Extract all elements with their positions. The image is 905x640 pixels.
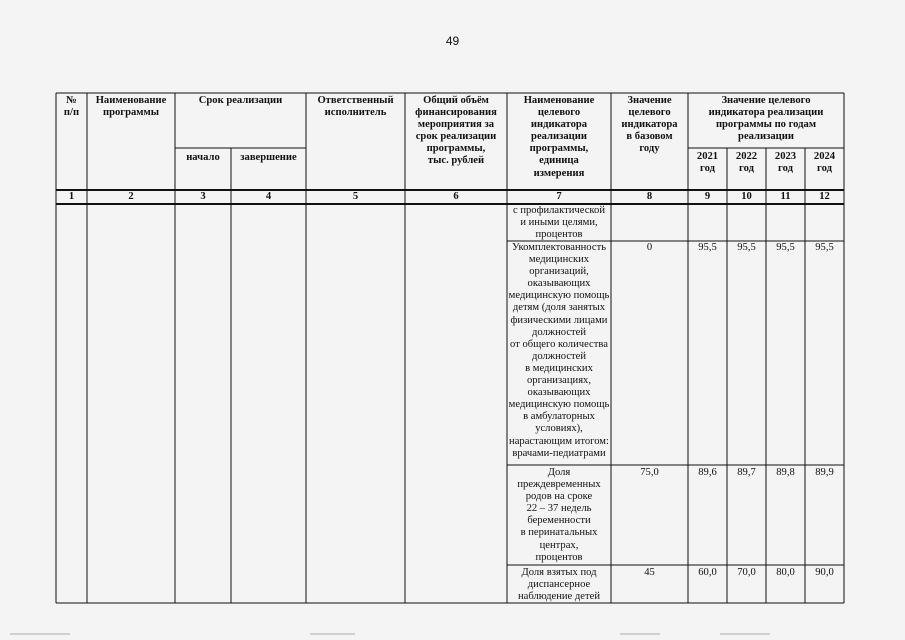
value-2024-cell: 89,9 (815, 467, 834, 478)
header-base-value: Значение целевого индикатора в базовом году (621, 95, 678, 155)
base-value-cell: 0 (646, 242, 653, 253)
column-number: 11 (780, 190, 791, 202)
scan-artifact-line (620, 633, 660, 635)
value-2022-cell: 95,5 (737, 242, 756, 253)
value-2022-cell: 89,7 (737, 467, 756, 478)
header-period-start: начало (186, 152, 220, 163)
value-2024-cell: 95,5 (815, 242, 834, 253)
indicator-cell: Доля взятых под диспансерное наблюдение детей (517, 567, 601, 603)
column-number: 7 (556, 190, 562, 202)
page-number: 49 (445, 34, 460, 48)
column-number: 2 (128, 190, 134, 202)
indicator-cell: Укомплектованность медицинских организаций, оказывающих медицинскую помощь детям (доля занятых физическими лицами должностей от общего количества должностей в медицинских организациях, оказывающих медицинскую помощь в амбулаторных условиях), нарастающим итогом: врачами-педиатрами (508, 242, 610, 459)
column-number: 6 (453, 190, 459, 202)
scan-artifact-line (10, 633, 70, 635)
column-number: 8 (646, 190, 653, 202)
column-number: 10 (741, 190, 752, 202)
header-period: Срок реализации (198, 95, 283, 106)
indicator-cell: с профилактической и иными целями, процентов (512, 205, 605, 241)
header-funding: Общий объём финансирования мероприятия за срок реализации программы, тыс. рублей (415, 95, 497, 167)
indicator-cell: Доля преждевременных родов на сроке 22 – 37 недель беременности в перинатальных центрах, процентов (517, 467, 601, 563)
header-year-2023: 2023 год (774, 151, 797, 175)
value-2023-cell: 89,8 (776, 467, 795, 478)
column-number: 3 (200, 190, 206, 202)
header-num: № п/п (63, 95, 80, 119)
header-year-2022: 2022 год (735, 151, 758, 175)
value-2022-cell: 70,0 (737, 567, 756, 578)
header-executor: Ответственный исполнитель (317, 95, 394, 119)
value-2023-cell: 80,0 (776, 567, 795, 578)
header-period-end: завершение (240, 152, 297, 163)
header-program-name: Наименование программы (95, 95, 167, 119)
value-2021-cell: 60,0 (698, 567, 717, 578)
header-yearly-values: Значение целевого индикатора реализации программы по годам реализации (708, 95, 824, 143)
value-2024-cell: 90,0 (815, 567, 834, 578)
column-number: 9 (704, 190, 711, 202)
column-number: 1 (68, 190, 75, 202)
value-2021-cell: 95,5 (698, 242, 717, 253)
scan-artifact-line (310, 633, 355, 635)
header-year-2021: 2021 год (696, 151, 719, 175)
column-number: 12 (819, 190, 830, 202)
column-number: 5 (352, 190, 359, 202)
value-2021-cell: 89,6 (698, 467, 717, 478)
scan-artifact-line (720, 633, 770, 635)
column-number: 4 (265, 190, 272, 202)
base-value-cell: 45 (644, 567, 655, 578)
header-indicator-name: Наименование целевого индикатора реализации программы, единица измерения (523, 95, 595, 179)
base-value-cell: 75,0 (640, 467, 659, 478)
value-2023-cell: 95,5 (776, 242, 795, 253)
header-year-2024: 2024 год (813, 151, 836, 175)
